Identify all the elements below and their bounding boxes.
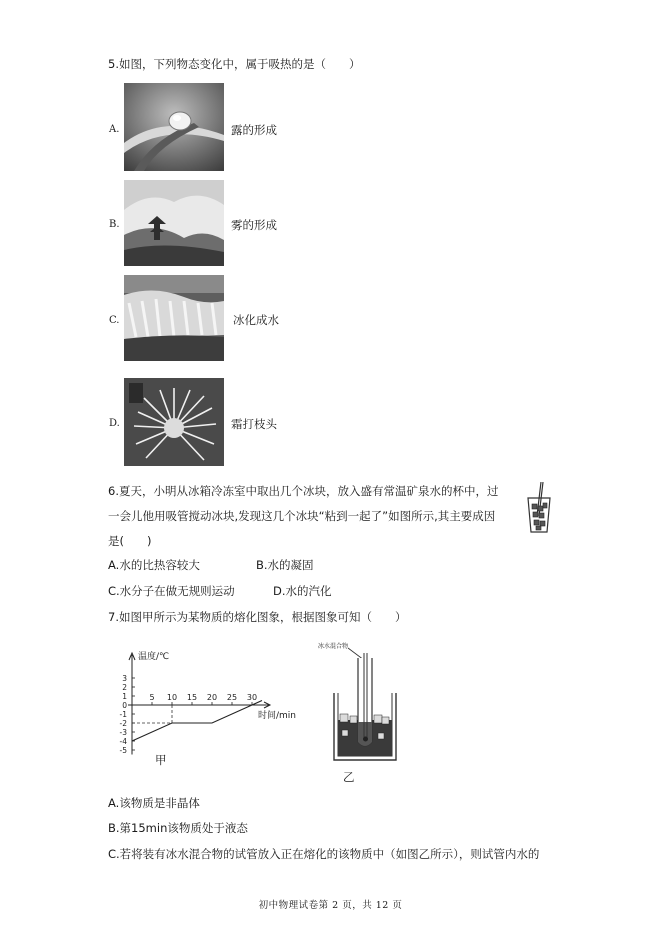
chart-y-tick-label: -2 — [119, 719, 127, 728]
q7-option-b: B.第15min该物质处于液态 — [108, 821, 248, 835]
q6-line-1: 6.夏天，小明从冰箱冷冻室中取出几个冰块，放入盛有常温矿泉水的杯中，过 — [108, 484, 499, 498]
melting-ice-photo — [124, 275, 224, 361]
page-footer: 初中物理试卷第 2 页，共 12 页 — [258, 900, 403, 911]
fog-pagoda-photo — [124, 180, 224, 266]
dew-drop-leaf-photo — [124, 83, 224, 171]
q6-option-b: B.水的凝固 — [256, 558, 314, 572]
chart-x-tick-label: 25 — [226, 693, 238, 702]
beaker-label: 冰水混合物 — [318, 643, 349, 650]
q7-option-a: A.该物质是非晶体 — [108, 796, 200, 810]
chart-x-tick-label: 15 — [186, 693, 198, 702]
q5-option-d-caption: 霜打枝头 — [231, 417, 277, 431]
cup-with-straw-and-ice-icon — [524, 482, 554, 534]
fig-label-yi: 乙 — [343, 770, 355, 784]
q6-option-a: A.水的比热容较大 — [108, 558, 200, 572]
chart-y-tick-label: -3 — [119, 728, 127, 737]
chart-y-axis-label: 温度/℃ — [138, 652, 170, 662]
chart-x-axis-label: 时间/min — [258, 711, 297, 721]
chart-x-tick-label: 5 — [149, 693, 155, 702]
q5-option-d-letter: D. — [109, 418, 120, 429]
frost-branch-photo — [124, 378, 224, 466]
beaker-test-tube-figure — [316, 638, 411, 768]
chart-ticks — [120, 674, 258, 755]
q5-option-a-letter: A. — [109, 124, 120, 135]
chart-x-tick-label: 10 — [166, 693, 178, 702]
chart-axes — [128, 653, 270, 755]
q6-option-d: D.水的汽化 — [273, 584, 332, 598]
q6-line-3: 是( ) — [108, 534, 152, 548]
chart-x-tick-label: 30 — [246, 693, 258, 702]
q5-option-a-caption: 露的形成 — [231, 123, 277, 137]
q6-option-c: C.水分子在做无规则运动 — [108, 584, 235, 598]
chart-y-tick-label: 0 — [122, 701, 127, 710]
q5-stem: 5.如图，下列物态变化中，属于吸热的是（ ） — [108, 57, 361, 71]
chart-y-tick-label: -1 — [119, 710, 127, 719]
chart-series — [132, 701, 262, 742]
chart-y-tick-label: -5 — [119, 746, 127, 755]
q5-option-b-caption: 雾的形成 — [231, 218, 277, 232]
q7-option-c: C.若将装有冰水混合物的试管放入正在熔化的该物质中（如图乙所示），则试管内水的 — [108, 847, 540, 861]
q5-option-c-letter: C. — [109, 315, 120, 326]
chart-y-tick-label: 3 — [122, 674, 127, 683]
chart-x-tick-label: 20 — [206, 693, 218, 702]
chart-y-tick-label: 1 — [122, 692, 127, 701]
chart-y-tick-label: 2 — [122, 683, 127, 692]
fig-label-jia: 甲 — [155, 753, 167, 767]
q5-option-b-letter: B. — [109, 219, 120, 230]
q5-option-c-caption: 冰化成水 — [233, 313, 279, 327]
melting-chart — [110, 645, 305, 770]
q6-line-2: 一会儿他用吸管搅动冰块,发现这几个冰块“粘到一起了”如图所示,其主要成因 — [108, 509, 496, 523]
q7-stem: 7.如图甲所示为某物质的熔化图象，根据图象可知（ ） — [108, 610, 407, 624]
chart-reference-lines — [132, 705, 172, 723]
chart-y-tick-label: -4 — [119, 737, 127, 746]
